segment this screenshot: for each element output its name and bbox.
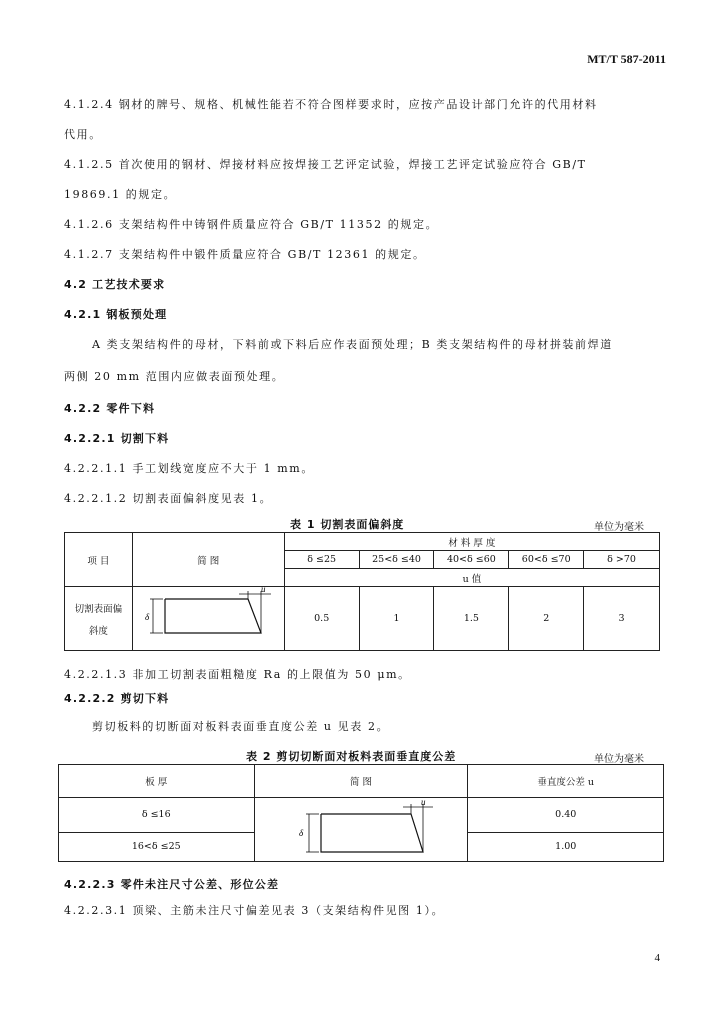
table1-thickness-range: 40<δ ≤60 <box>434 551 509 569</box>
table1-thickness-range: δ ≤25 <box>284 551 359 569</box>
table1-value: 1.5 <box>434 587 509 651</box>
table2-tolerance: 0.40 <box>468 798 664 833</box>
sketch-delta-label: δ <box>145 612 150 622</box>
sketch-delta-label: δ <box>298 828 304 838</box>
table1-header-thickness: 材 料 厚 度 <box>284 533 659 551</box>
clause-4-2-2-1-1: 4.2.2.1.1 手工划线宽度应不大于 1 mm。 <box>64 462 314 475</box>
table1-row-label <box>65 587 133 651</box>
clause-4-2-2-1-2: 4.2.2.1.2 切割表面偏斜度见表 1。 <box>64 492 273 505</box>
clause-4-1-2-7: 4.1.2.7 支架结构件中锻件质量应符合 GB/T 12361 的规定。 <box>64 248 426 261</box>
table2-tolerance: 1.00 <box>468 832 664 861</box>
clause-4-2-1-line1: A 类支架结构件的母材，下料前或下料后应作表面预处理；B 类支架结构件的母材拼装前焊道 <box>92 338 613 351</box>
table1-thickness-range: 60<δ ≤70 <box>509 551 584 569</box>
standard-id: MT/T 587-2011 <box>587 52 666 66</box>
clause-4-1-2-5-line2: 19869.1 的规定。 <box>64 188 177 201</box>
table1-header-item: 项 目 <box>65 533 133 587</box>
table1 <box>64 532 660 651</box>
clause-4-1-2-4-line2: 代用。 <box>64 128 102 141</box>
section-heading-4-2: 4.2 工艺技术要求 <box>64 278 166 291</box>
section-heading-4-2-2-2: 4.2.2.2 剪切下料 <box>64 692 170 705</box>
section-heading-4-2-2: 4.2.2 零件下料 <box>64 402 156 415</box>
clause-4-1-2-4-line1: 4.1.2.4 钢材的牌号、规格、机械性能若不符合图样要求时，应按产品设计部门允许的代用材料 <box>64 98 598 111</box>
clause-4-2-1-line2: 两侧 20 mm 范围内应做表面预处理。 <box>64 370 285 383</box>
section-heading-4-2-1: 4.2.1 钢板预处理 <box>64 308 168 321</box>
section-heading-4-2-2-1: 4.2.2.1 切割下料 <box>64 432 170 445</box>
table1-u-header: u 值 <box>284 569 659 587</box>
table1-row-label-line2: 斜度 <box>88 625 108 637</box>
table2-thickness: δ ≤16 <box>59 798 255 833</box>
clause-4-2-2-2: 剪切板料的切断面对板料表面垂直度公差 u 见表 2。 <box>92 720 390 733</box>
table2-unit: 单位为毫米 <box>594 754 644 765</box>
table2 <box>58 764 664 862</box>
table2-thickness: 16<δ ≤25 <box>59 832 255 861</box>
table2-header-sketch: 简 图 <box>254 765 468 798</box>
sketch-u-label: u <box>420 798 426 807</box>
sketch-u-label: u <box>261 587 266 594</box>
table2-header-tolerance: 垂直度公差 u <box>468 765 664 798</box>
table1-header-sketch: 简 图 <box>132 533 284 587</box>
table2-caption: 表 2 剪切切断面对板料表面垂直度公差 <box>246 750 457 763</box>
table1-thickness-range: 25<δ ≤40 <box>359 551 434 569</box>
table1-value: 2 <box>509 587 584 651</box>
table2-header-thickness: 板 厚 <box>59 765 255 798</box>
shear-sketch-icon <box>261 798 461 858</box>
bevel-sketch-icon <box>133 587 283 647</box>
table1-value: 0.5 <box>284 587 359 651</box>
clause-4-1-2-5-line1: 4.1.2.5 首次使用的钢材、焊接材料应按焊接工艺评定试验，焊接工艺评定试验应符合 GB/T <box>64 158 587 171</box>
table1-unit: 单位为毫米 <box>594 522 644 533</box>
table2-sketch-cell <box>254 798 468 862</box>
clause-4-1-2-6: 4.1.2.6 支架结构件中铸钢件质量应符合 GB/T 11352 的规定。 <box>64 218 439 231</box>
table1-caption: 表 1 切割表面偏斜度 <box>290 518 405 531</box>
clause-4-2-2-3-1: 4.2.2.3.1 顶梁、主筋未注尺寸偏差见表 3（支架结构件见图 1）。 <box>64 904 445 917</box>
table1-value: 1 <box>359 587 434 651</box>
table1-value: 3 <box>584 587 660 651</box>
table1-sketch-cell <box>132 587 284 651</box>
table1-thickness-range: δ >70 <box>584 551 660 569</box>
clause-4-2-2-1-3: 4.2.2.1.3 非加工切割表面粗糙度 Ra 的上限值为 50 μm。 <box>64 668 411 681</box>
section-heading-4-2-2-3: 4.2.2.3 零件未注尺寸公差、形位公差 <box>64 878 280 891</box>
table1-row-label-line1: 切割表面偏 <box>74 603 123 615</box>
page-number: 4 <box>654 952 660 964</box>
